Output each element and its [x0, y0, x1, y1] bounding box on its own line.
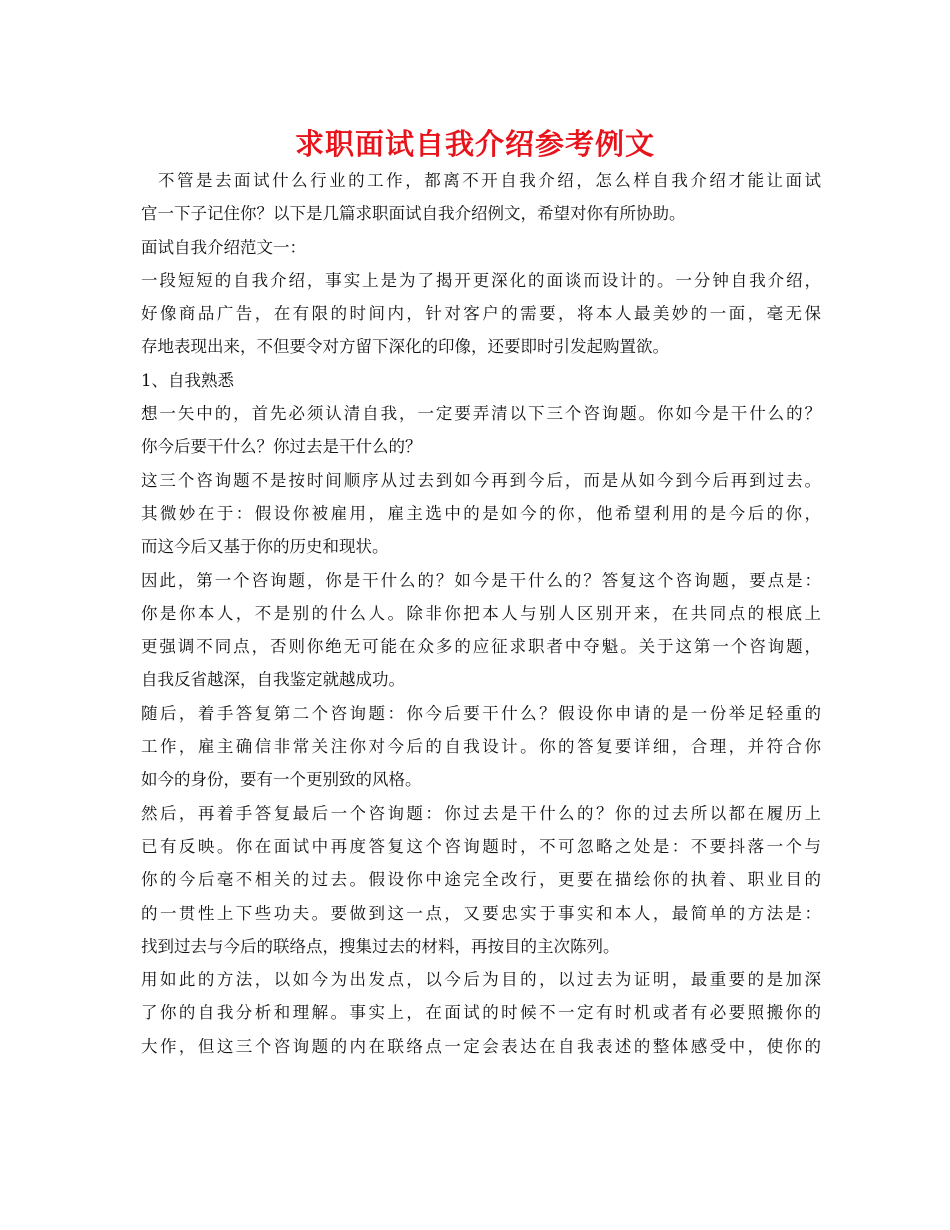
text-line: 官一下子记住你？以下是几篇求职面试自我介绍例文，希望对你有所协助。: [141, 204, 686, 224]
text-line: 工作，雇主确信非常关注你对今后的自我设计。你的答复要详细，合理，并符合你: [141, 737, 821, 757]
text-line: 用如此的方法，以如今为出发点，以今后为目的，以过去为证明，最重要的是加深: [141, 970, 821, 990]
text-line: 而这今后又基于你的历史和现状。: [141, 537, 389, 557]
text-line: 如今的身份，要有一个更别致的风格。: [141, 770, 422, 790]
text-line: 更强调不同点，否则你绝无可能在众多的应征求职者中夺魁。关于这第一个咨询题，: [141, 637, 821, 657]
text-line: 了你的自我分析和理解。事实上，在面试的时候不一定有时机或者有必要照搬你的: [141, 1003, 821, 1023]
document-title: 求职面试自我介绍参考例文: [294, 127, 655, 161]
text-line: 你是你本人，不是别的什么人。除非你把本人与别人区别开来，在共同点的根底上: [141, 603, 821, 623]
text-line: 好像商品广告，在有限的时间内，针对客户的需要，将本人最美妙的一面，毫无保: [141, 304, 821, 324]
text-line: 一段短短的自我介绍，事实上是为了揭开更深化的面谈而设计的。一分钟自我介绍，: [141, 270, 821, 290]
text-line: 1、自我熟悉: [141, 370, 234, 390]
text-line: 找到过去与今后的联络点，搜集过去的材料，再按目的主次陈列。: [141, 936, 620, 956]
text-line: 因此，第一个咨询题，你是干什么的？如今是干什么的？答复这个咨询题，要点是：: [141, 570, 821, 590]
text-line: 你的今后毫不相关的过去。假设你中途完全改行，更要在描绘你的执着、职业目的: [141, 870, 821, 890]
text-line: 存地表现出来，不但要令对方留下深化的印像，还要即时引发起购置欲。: [141, 337, 669, 357]
text-line: 你今后要干什么？你过去是干什么的？: [141, 437, 422, 457]
text-line: 想一矢中的，首先必须认清自我，一定要弄清以下三个咨询题。你如今是干什么的？: [141, 404, 821, 424]
text-line: 面试自我介绍范文一：: [141, 237, 306, 257]
text-line: 随后，着手答复第二个咨询题：你今后要干什么？假设你申请的是一份举足轻重的: [141, 703, 821, 723]
text-line: 其微妙在于：假设你被雇用，雇主选中的是如今的你，他希望利用的是今后的你，: [141, 503, 821, 523]
text-line: 这三个咨询题不是按时间顺序从过去到如今再到今后，而是从如今到今后再到过去。: [141, 470, 821, 490]
text-line: 不管是去面试什么行业的工作，都离不开自我介绍，怎么样自我介绍才能让面试: [158, 171, 821, 190]
text-line: 然后，再着手答复最后一个咨询题：你过去是干什么的？你的过去所以都在履历上: [141, 803, 821, 823]
text-line: 自我反省越深，自我鉴定就越成功。: [141, 670, 405, 690]
document-body: [141, 164, 821, 1063]
text-line: 已有反映。你在面试中再度答复这个咨询题时，不可忽略之处是：不要抖落一个与: [141, 836, 821, 856]
text-line: 大作，但这三个咨询题的内在联络点一定会表达在自我表述的整体感受中，使你的: [141, 1036, 821, 1056]
text-line: 的一贯性上下些功夫。要做到这一点，又要忠实于事实和本人，最简单的方法是：: [141, 903, 821, 923]
